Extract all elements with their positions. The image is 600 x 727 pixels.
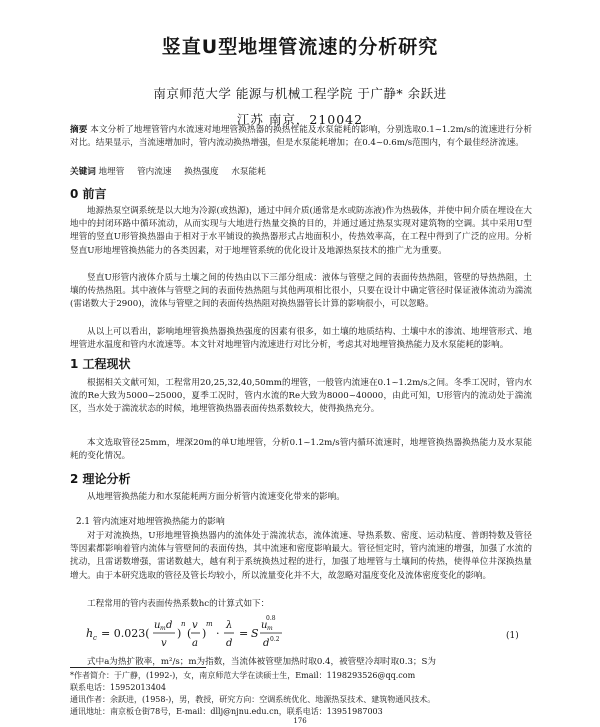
subsection-heading: 2.1 管内流速对地埋管换热能力的影响 <box>76 517 225 527</box>
paragraph: 从地埋管换热能力和水泵能耗两方面分析管内流速变化带来的影响。 <box>87 492 345 502</box>
svg-text:m: m <box>206 620 213 628</box>
footnote-line: 通讯地址：南京板仓街78号，E-mail：dllj@njnu.edu.cn，联系电话：13951987003 <box>70 707 383 716</box>
abstract-label: 摘要 <box>70 125 88 135</box>
svg-text:(: ( <box>187 627 192 640</box>
svg-text:a: a <box>192 638 198 649</box>
abstract-text: 本文分析了地埋管管内水流速对地埋管换热器的换热性能及水泵能耗的影响，分别选取0.1~1.2m/s的流速进行分析对比。结果显示，当流速增加时，管内流动换热增强，但是水泵能耗增加；在0.4~0.6m/s范围内，有个最佳经济流速。 <box>70 125 532 148</box>
section-heading: 0 前言 <box>70 187 107 201</box>
svg-text:c: c <box>93 634 97 642</box>
svg-text:m: m <box>267 625 273 632</box>
section-heading: 2 理论分析 <box>70 472 131 486</box>
paragraph: 根据相关文献可知，工程常用20,25,32,40,50mm的埋管，一般管内流速在0.1~1.2m/s之间。冬季工况时，管内水流的Re大致为5000~25000，夏季工况时，管内水流的Re大致为8000~40000，由此可知，U形管内的流动处于湍流区，当水处于湍流状态的时候，地埋管换热器表面传热系数较大，使得换热充分。 <box>70 378 532 415</box>
paragraph: 地源热泵空调系统是以大地为冷源(或热源)，通过中间介质(通常是水或防冻液)作为热载体，并使中间介质在埋设在大地中的封闭环路中循环流动，从而实现与大地进行热量交换的目的，并通过通过热泵实现对建筑物的空调。其中采用U型埋管的竖直U形管换热器由于相对于水平铺设的换热器形式占地面积小，传热效率高，在工程中得到了广泛的应用。分析竖直U形地埋管换热能力的各类因素，对于地埋管系统的优化设计及地源热泵技术的推广尤为重要。 <box>70 206 532 256</box>
paper-title: 竖直U型地埋管流速的分析研究 <box>161 36 439 58</box>
svg-text:0.2: 0.2 <box>270 636 280 643</box>
svg-text:λ: λ <box>226 620 233 631</box>
keywords <box>70 166 532 179</box>
svg-text:v: v <box>192 620 198 631</box>
paragraph: 从以上可以看出，影响地埋管换热器换热强度的因素有很多，如土壤的地质结构、土壤中水的渗流、地埋管形式、地埋管进水温度和管内水流速等。本文针对地埋管内流速进行对比分析，考虑其对地埋管换热能力及水泵能耗的影响。 <box>70 327 532 351</box>
svg-text:=: = <box>239 627 249 640</box>
equation <box>86 614 532 654</box>
address-line: 江苏 南京，210042 <box>236 112 364 127</box>
paragraph: 本文选取管径25mm，埋深20m的单U地埋管，分析0.1~1.2m/s管内循环流速时，地埋管换热器换热能力及水泵能耗的变化情况。 <box>70 438 532 462</box>
keyword: 换热强度 <box>184 167 219 177</box>
equation-number: (1) <box>506 631 519 641</box>
paragraph: 竖直U形管内液体介质与土壤之间的传热由以下三部分组成：液体与管壁之间的表面传热热阻，管壁的导热热阻，土壤的传热热阻。其中液体与管壁之间的表面传热热阻与其他两项相比很小，只要在设计中确定管径时保证液体流动为湍流(雷诺数大于2900)，流体与管壁之间的表面传热热阻对换热器管长计算的影响很小，可以忽略。 <box>70 273 532 310</box>
svg-text:= 0.023(: = 0.023( <box>101 627 150 640</box>
svg-text:): ) <box>177 627 182 640</box>
footnotes <box>70 670 532 718</box>
keyword: 管内流速 <box>137 167 172 177</box>
svg-text:u: u <box>154 620 161 631</box>
svg-text:v: v <box>161 638 167 649</box>
svg-text:d: d <box>263 638 270 649</box>
svg-text:·: · <box>216 627 220 640</box>
paragraph: 式中a为热扩散率，m²/s；m为指数，当流体被管壁加热时取0.4，被管壁冷却时取0.3；S为 <box>87 657 436 667</box>
svg-text:0.8: 0.8 <box>266 615 276 622</box>
svg-text:): ) <box>202 627 207 640</box>
svg-text:u: u <box>261 620 268 631</box>
footnote-line: 通讯作者：余跃进，(1958-)，男，教授，研究方向：空调系统优化、地源热泵技术、建筑物通风技术。 <box>70 695 436 704</box>
section-heading: 1 工程现状 <box>70 357 131 371</box>
svg-text:S: S <box>251 627 259 640</box>
svg-text:d: d <box>226 638 233 649</box>
keyword: 水泵能耗 <box>231 167 266 177</box>
svg-text:m: m <box>160 625 166 632</box>
keywords-label: 关键词 <box>70 167 96 177</box>
paragraph: 工程常用的管内表面传热系数hc的计算式如下： <box>87 599 270 609</box>
abstract <box>70 124 532 150</box>
page-number: 176 <box>293 717 307 725</box>
svg-text:n: n <box>181 620 186 628</box>
svg-text:d: d <box>166 620 173 631</box>
svg-text:h: h <box>86 627 94 640</box>
footnote-line: *作者简介：于广静，(1992-)，女，南京师范大学在读硕士生，Email：1198293526@qq.com <box>70 671 416 680</box>
footnote-line: 联系电话：15952013404 <box>70 683 166 692</box>
keyword: 地埋管 <box>98 167 125 177</box>
author-line: 南京师范大学 能源与机械工程学院 于广静* 余跃进 <box>153 86 447 101</box>
footnote-divider <box>70 667 206 668</box>
paragraph: 对于对流换热，U形地埋管换热器内的流体处于湍流状态，流体流速、导热系数、密度、运动粘度、普朗特数及管径等因素都影响着管内流体与管壁间的表面传热，其中流速和密度影响最大。管径恒定时，管内流速的增强，加强了水流的扰动，且雷诺数增强，雷诺数越大，越有利于系统换热过程的进行，加强了地埋管与土壤间的传热，使得单位井深换热量增大。由于本研究选取的管径及管长均较小，所以流量变化并不大，故忽略对温度变化及流体密度变化的影响。 <box>70 531 532 581</box>
